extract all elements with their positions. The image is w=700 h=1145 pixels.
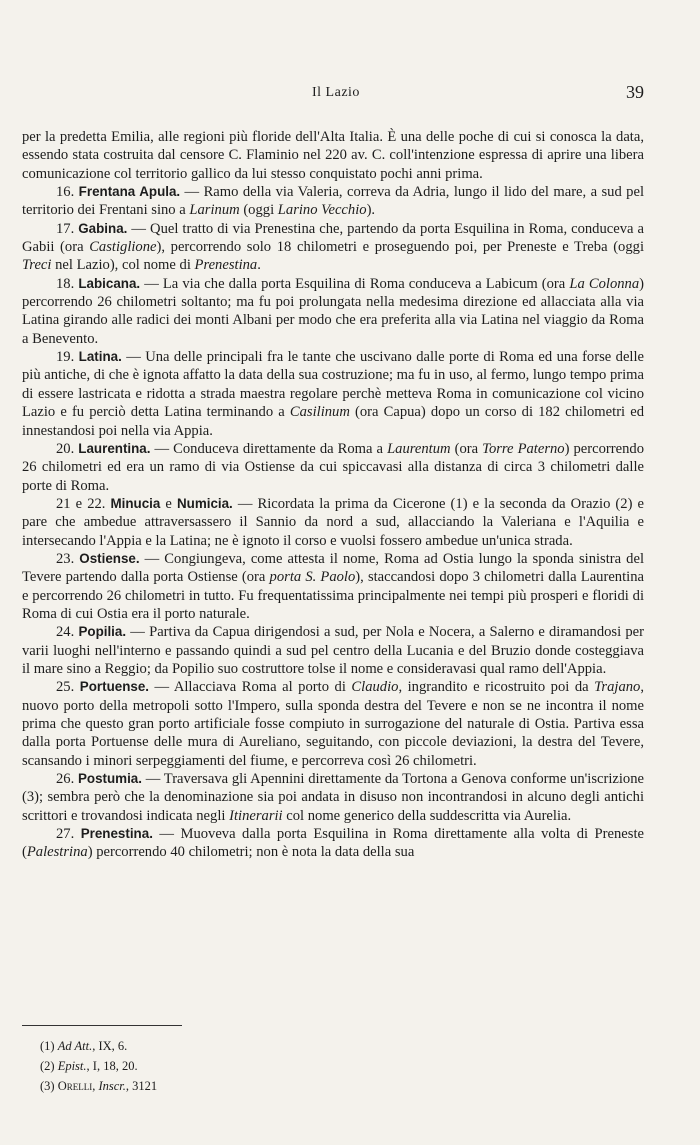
text-run: ). xyxy=(366,202,376,219)
entry-heading: Ostiense. xyxy=(79,550,140,566)
text-run: , ingrandito e ricostruito poi da xyxy=(398,679,595,696)
text-run: (ora xyxy=(450,440,483,457)
text-run: ) percorrendo 26 chilometri soltanto; ma fu poi prolungata nella medesima direzione ed allacciata alla via Latina girando alle radici dei monti Albani per modo che era preferita alla via Latina nel viaggio da Roma a Benevento. xyxy=(22,275,645,347)
entry-labicana xyxy=(22,275,644,348)
text-run: (2) xyxy=(40,1059,58,1073)
entry-heading: Gabina. xyxy=(78,220,128,236)
text-run: (1) xyxy=(40,1039,58,1053)
footnote-1 xyxy=(40,1036,157,1056)
text-run: , nuovo porto della metropoli sotto l'Impero, sulla sponda destra del Tevere e non se ne incontra il nome prima che questo gran porto artificiale fosse compiuto in surrogazione del naturale di Ostia. Partiva essa dalla porta Portuense delle mura di Aureliano, seguitando, con piccole deviazioni, la destra del Tevere, scansando i minori serpeggiamenti del fiume, e percorreva così 26 chilometri. xyxy=(22,679,645,769)
text-run: — Allacciava Roma al porto di xyxy=(148,679,352,696)
entry-heading: Laurentina. xyxy=(78,440,151,456)
italic-text: Torre Paterno xyxy=(482,440,565,457)
text-run: 16. xyxy=(56,184,79,201)
text-run: — Muoveva dalla porta Esquilina in Roma direttamente alla volta di Preneste ( xyxy=(22,826,644,861)
entry-gabina xyxy=(22,220,644,275)
entry-laurentina xyxy=(22,440,644,495)
text-run: 18. xyxy=(56,275,79,292)
entry-minucia-numicia xyxy=(22,495,644,550)
italic-text: Inscr. xyxy=(98,1079,126,1093)
entry-latina xyxy=(22,348,644,440)
text-run: Orelli xyxy=(57,1079,93,1093)
text-run: e xyxy=(160,495,177,512)
text-run: — La via che dalla porta Esquilina di Roma conduceva a Labicum (ora xyxy=(140,275,570,292)
continued-paragraph xyxy=(22,128,644,183)
text-run: 23. xyxy=(56,550,80,567)
page-number: 39 xyxy=(626,82,644,102)
entry-heading: Frentana Apula. xyxy=(78,184,181,200)
main-text xyxy=(22,128,644,862)
entry-heading: Prenestina. xyxy=(80,826,153,842)
entry-popilia xyxy=(22,623,644,678)
text-run: — Ricordata la prima da Cicerone (1) e la seconda da Orazio (2) e pare che ambedue attraversassero il Sannio da nord a sud, allacciando la Valeriana e l'Aquilia e intersecando l'Appia e la Latina; ne è ignoto il corso e vuolsi fossero ambedue un'unica strada. xyxy=(22,495,644,549)
entry-heading: Portuense. xyxy=(79,679,149,695)
entry-heading: Labicana. xyxy=(78,275,141,291)
footnote-rule xyxy=(22,1025,182,1026)
italic-text: Ad Att. xyxy=(57,1039,93,1053)
entry-portuense xyxy=(22,678,644,770)
text-run: , 3121 xyxy=(125,1079,158,1093)
text-run: — Congiungeva, come attesta il nome, Roma ad Ostia lungo la sponda sinistra del Tevere partendo dalla porta Ostiense (ora xyxy=(22,550,644,586)
text-run: ), staccandosi dopo 3 chilometri dalla Laurentina e percorrendo 26 chilometri in tutto. Fu frequentatissima principalmente nei tempi più prosperi e floridi di Roma di cui Ostia era il porto naturale. xyxy=(22,569,644,622)
entry-prenestina xyxy=(22,825,644,862)
text-run: col nome generico della suddescritta via Aurelia. xyxy=(282,807,572,824)
entry-heading: Minucia xyxy=(110,495,161,511)
text-run: . xyxy=(257,257,261,274)
text-run: 19. xyxy=(56,349,79,366)
text-run: — Una delle principali fra le tante che uscivano dalle porte di Roma ed una forse delle più antiche, di che è ignota affatto la data della sua costruzione; ma fu in uso, al fermo, lungo tempo prima di essere lastricata e ridotta a strada maestra regolare perchè metteva Roma in comunicazione col vicino Lazio e fu perciò detta Latina terminando a xyxy=(22,349,645,421)
text-run: , I, 18, 20. xyxy=(86,1059,138,1073)
italic-text: porta S. Paolo xyxy=(269,569,356,586)
entry-heading: Latina. xyxy=(78,349,122,365)
text-run: 27. xyxy=(56,826,81,843)
text-run: — Traversava gli Apennini direttamente da Tortona a Genova conforme un'iscrizione (3); sembra però che la denominazione sia poi andata in disuso non incontrandosi in alcuno degli antichi scrittori e trovandosi indicata negli xyxy=(22,771,644,824)
italic-text: Castiglione xyxy=(89,239,157,256)
footnote-3 xyxy=(40,1076,157,1096)
entry-frentana-apula xyxy=(22,183,644,220)
italic-text: Larino Vecchio xyxy=(277,202,367,219)
text-run: 21 e 22. xyxy=(56,495,111,512)
text-run: (oggi xyxy=(239,202,278,219)
text-run: (3) xyxy=(40,1079,58,1093)
italic-text: Palestrina xyxy=(26,844,88,861)
footnote-2 xyxy=(40,1056,157,1076)
italic-text: Treci xyxy=(22,257,52,274)
italic-text: Casilinum xyxy=(289,404,350,421)
italic-text: Prenestina xyxy=(194,257,258,274)
running-header xyxy=(22,82,644,106)
text-run: — Ramo della via Valeria, correva da Adria, lungo il lido del mare, a sud pel territorio dei Frentani sino a xyxy=(22,184,645,219)
text-run: (ora Capua) dopo un corso di 182 chilometri ed innestandosi poi nella via Appia. xyxy=(22,404,645,439)
text-run: ) percorrendo 40 chilometri; non è nota la data della sua xyxy=(87,844,415,861)
italic-text: Laurentum xyxy=(387,440,451,457)
text-run: 26. xyxy=(56,771,78,788)
footnotes xyxy=(40,1036,157,1096)
italic-text: Itinerarii xyxy=(229,807,283,824)
entry-postumia xyxy=(22,770,644,825)
text-run: ), percorrendo solo 18 chilometri e proseguendo poi, per Preneste e Treba (oggi xyxy=(156,239,645,256)
entry-heading: Popilia. xyxy=(78,624,127,640)
italic-text: Epist. xyxy=(57,1059,87,1073)
text-run: per la predetta Emilia, alle regioni più floride dell'Alta Italia. È una delle poche di cui si conosca la data, essendo stata costruita dal censore C. Flaminio nel 220 av. C. coll'intenzione espressa di aprire una libera comunicazione col territorio gallico da lui stesso conquistato pochi anni prima. xyxy=(22,129,644,182)
entry-heading: Numicia. xyxy=(176,495,233,511)
text-run: nel Lazio), col nome di xyxy=(51,257,195,274)
running-title: Il Lazio xyxy=(312,85,360,100)
text-run: 25. xyxy=(56,679,80,696)
text-run: — Partiva da Capua dirigendosi a sud, per Nola e Nocera, a Salerno e diramandosi per varii luoghi nell'interno e passando quindi a sud pel centro della Lucania e del Bruzio donde costeggiava il mare sino a Reggio; da Popilio suo costruttore tolse il nome e consideravasi qual ramo dell'Appia. xyxy=(22,624,644,677)
text-run: — Conduceva direttamente da Roma a xyxy=(150,440,388,457)
text-run: 20. xyxy=(56,440,79,457)
italic-text: Claudio xyxy=(351,679,399,696)
entry-ostiense xyxy=(22,550,644,623)
text-run: — Quel tratto di via Prenestina che, partendo da porta Esquilina in Roma, conduceva a Gabii (ora xyxy=(22,220,645,256)
italic-text: Larinum xyxy=(189,202,240,219)
text-run: ) percorrendo 26 chilometri ed era un ramo di via Ostiense da cui spiccavasi alla distanza di circa 3 chilometri dalle porte di Roma. xyxy=(22,440,645,494)
italic-text: Trajano xyxy=(594,679,641,696)
text-run: , IX, 6. xyxy=(92,1039,128,1053)
text-run: 17. xyxy=(56,220,79,237)
italic-text: La Colonna xyxy=(569,275,640,292)
entry-heading: Postumia. xyxy=(77,771,142,787)
text-run: , xyxy=(92,1079,99,1093)
text-run: 24. xyxy=(56,624,79,641)
